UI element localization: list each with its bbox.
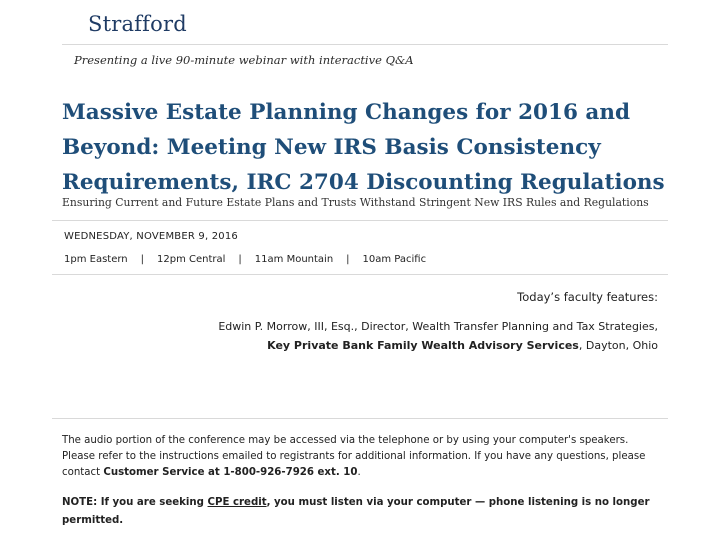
cpe-credit-link[interactable]: CPE credit — [207, 497, 267, 508]
header-divider — [62, 44, 668, 45]
time-eastern: 1pm Eastern — [64, 254, 128, 265]
faculty-heading: Today’s faculty features: — [517, 290, 658, 304]
time-central: 12pm Central — [157, 254, 226, 265]
webinar-times — [64, 254, 426, 265]
faculty-name: Edwin P. Morrow, III, Esq., Director, Wealth Transfer Planning and Tax Strategies, — [218, 320, 658, 333]
schedule-divider — [52, 220, 668, 221]
customer-service-contact: Customer Service at 1-800-926-7926 ext. 10 — [103, 467, 358, 478]
time-separator: | — [346, 254, 350, 265]
audio-notice-end: . — [357, 467, 361, 478]
time-separator: | — [140, 254, 145, 265]
faculty-org-name: Key Private Bank Family Wealth Advisory Services — [267, 339, 579, 352]
cpe-note-suffix: , you must listen via your computer — phone listening is no longer permitted. — [62, 497, 650, 526]
faculty-organization — [267, 339, 658, 352]
time-mountain: 11am Mountain — [254, 254, 334, 265]
cpe-note-prefix: NOTE: If you are seeking — [62, 497, 208, 508]
times-divider — [52, 274, 668, 275]
time-pacific: 10am Pacific — [362, 254, 427, 265]
webinar-tagline: Presenting a live 90-minute webinar with interactive Q&A — [74, 53, 414, 67]
notice-divider — [52, 418, 668, 419]
strafford-logo: Strafford — [88, 12, 187, 36]
faculty-location: , Dayton, Ohio — [578, 339, 658, 352]
webinar-date: WEDNESDAY, NOVEMBER 9, 2016 — [64, 231, 238, 242]
title-line-1: Massive Estate Planning Changes for 2016 and — [62, 100, 630, 125]
audio-notice-text: The audio portion of the conference may be accessed via the telephone or by using your computer's speakers. Please refer to the instructions emailed to registrants for additional information. If you have any questions, please contact — [62, 435, 646, 478]
webinar-subtitle: Ensuring Current and Future Estate Plans and Trusts Withstand Stringent New IRS Rules and Regulations — [62, 196, 649, 209]
time-separator: | — [238, 254, 242, 265]
audio-notice — [62, 433, 662, 481]
webinar-title — [62, 95, 712, 200]
title-line-3: Requirements, IRC 2704 Discounting Regulations — [62, 170, 665, 195]
title-line-2: Beyond: Meeting New IRS Basis Consistency — [62, 135, 601, 160]
cpe-note — [62, 494, 662, 530]
